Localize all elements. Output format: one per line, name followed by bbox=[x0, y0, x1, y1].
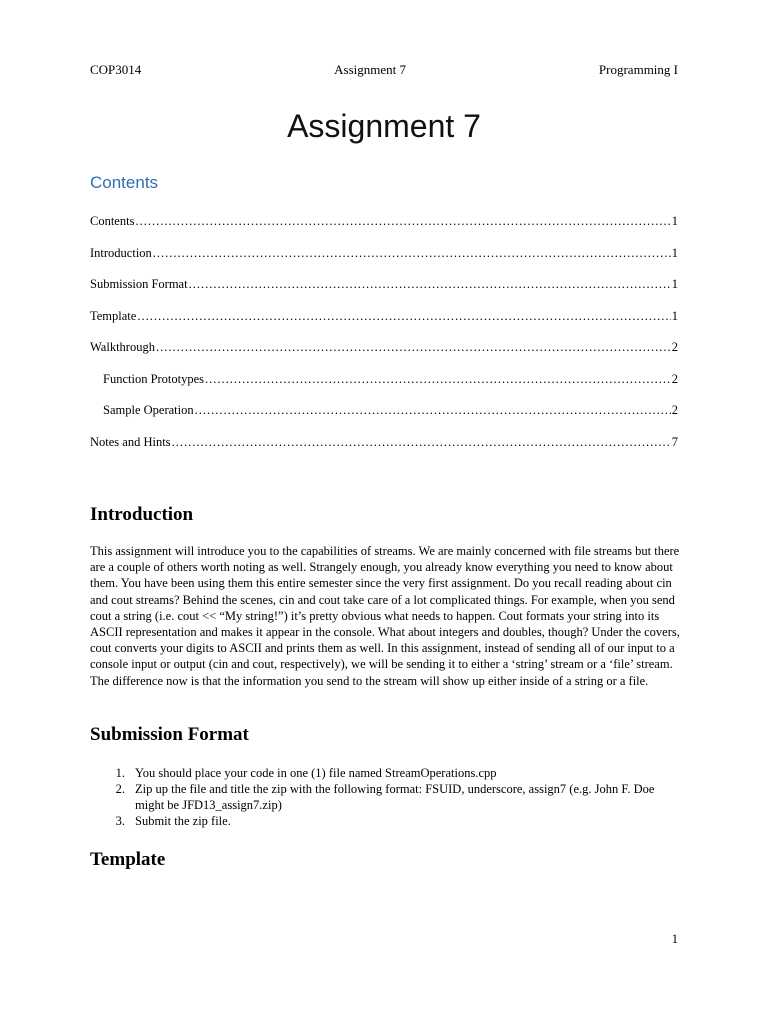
toc-entry[interactable] bbox=[90, 214, 678, 246]
list-item bbox=[90, 781, 680, 813]
toc-entry-label: Submission Format bbox=[90, 277, 188, 291]
list-item bbox=[90, 813, 680, 829]
list-number: 3. bbox=[115, 814, 125, 828]
list-text: Zip up the file and title the zip with the following format: FSUID, underscore, assign7 (e.g. John F. Doe might be JFD13_assign7.zip) bbox=[135, 782, 655, 812]
toc-entry[interactable] bbox=[90, 246, 678, 278]
toc-leader-dots bbox=[156, 340, 671, 355]
toc-entry-page: 1 bbox=[671, 277, 678, 291]
toc-entry-label: Function Prototypes bbox=[103, 371, 205, 386]
toc-entry-page: 1 bbox=[671, 214, 678, 228]
toc-heading: Contents bbox=[90, 173, 159, 192]
introduction-body: This assignment will introduce you to the capabilities of streams. We are mainly concerned with file streams but there are a couple of others worth noting as well. Strangely enough, you already know everything you need to know about them. You have been using them this entire semester since the very first assignment. Do you recall reading about cin and cout streams? Behind the scenes, cin and cout take care of a lot complicated things. For example, when you send cout a string (i.e. cout << “My string!”) it’s pretty obvious what needs to happen. Cout formats your string into its ASCII representation and makes it appear in the console. What about integers and doubles, though? Under the covers, cout converts your digits to ASCII and prints them as well. In this assignment, instead of sending all of our input to a console input or output (cin and cout, respectively), we will be sending it to either a ‘string’ stream or a ‘file’ stream. The difference now is that the information you send to the stream will show up either inside of a string or a file. bbox=[90, 544, 680, 688]
list-number: 1. bbox=[115, 766, 125, 780]
table-of-contents bbox=[90, 214, 678, 466]
toc-entry-page: 2 bbox=[671, 403, 678, 417]
toc-entry-page: 1 bbox=[671, 308, 678, 323]
toc-entry-label: Sample Operation bbox=[103, 403, 194, 417]
page-header bbox=[90, 62, 678, 78]
toc-leader-dots bbox=[205, 372, 671, 387]
submission-list bbox=[90, 765, 680, 829]
list-text: Submit the zip file. bbox=[135, 814, 231, 828]
toc-entry-page: 2 bbox=[671, 371, 678, 386]
list-text: You should place your code in one (1) file named StreamOperations.cpp bbox=[135, 766, 497, 780]
toc-leader-dots bbox=[135, 214, 670, 229]
toc-entry-label: Walkthrough bbox=[90, 340, 155, 354]
toc-entry-label: Notes and Hints bbox=[90, 434, 171, 449]
list-number: 2. bbox=[115, 782, 125, 796]
toc-leader-dots bbox=[195, 403, 671, 418]
document-title: Assignment 7 bbox=[287, 108, 481, 144]
toc-entry-label: Contents bbox=[90, 214, 135, 228]
toc-leader-dots bbox=[153, 246, 671, 261]
toc-entry[interactable] bbox=[90, 277, 678, 309]
toc-leader-dots bbox=[137, 309, 670, 324]
toc-entry[interactable] bbox=[90, 403, 678, 435]
toc-entry-page: 2 bbox=[671, 340, 678, 354]
toc-entry-label: Introduction bbox=[90, 245, 152, 260]
toc-leader-dots bbox=[189, 277, 671, 292]
toc-entry-label: Template bbox=[90, 308, 137, 323]
header-assignment: Assignment 7 bbox=[334, 62, 407, 77]
toc-entry[interactable] bbox=[90, 340, 678, 372]
toc-entry-page: 7 bbox=[671, 434, 678, 449]
submission-format-heading: Submission Format bbox=[90, 724, 249, 745]
toc-entry[interactable] bbox=[90, 309, 678, 341]
header-course-name: Programming I bbox=[598, 62, 678, 77]
toc-entry[interactable] bbox=[90, 372, 678, 404]
list-item bbox=[90, 765, 680, 781]
toc-entry[interactable] bbox=[90, 435, 678, 467]
template-heading: Template bbox=[90, 849, 166, 870]
toc-entry-page: 1 bbox=[671, 245, 678, 260]
toc-leader-dots bbox=[172, 435, 671, 450]
introduction-heading: Introduction bbox=[90, 504, 194, 525]
header-course-code: COP3014 bbox=[90, 62, 142, 77]
page-number: 1 bbox=[671, 932, 678, 946]
